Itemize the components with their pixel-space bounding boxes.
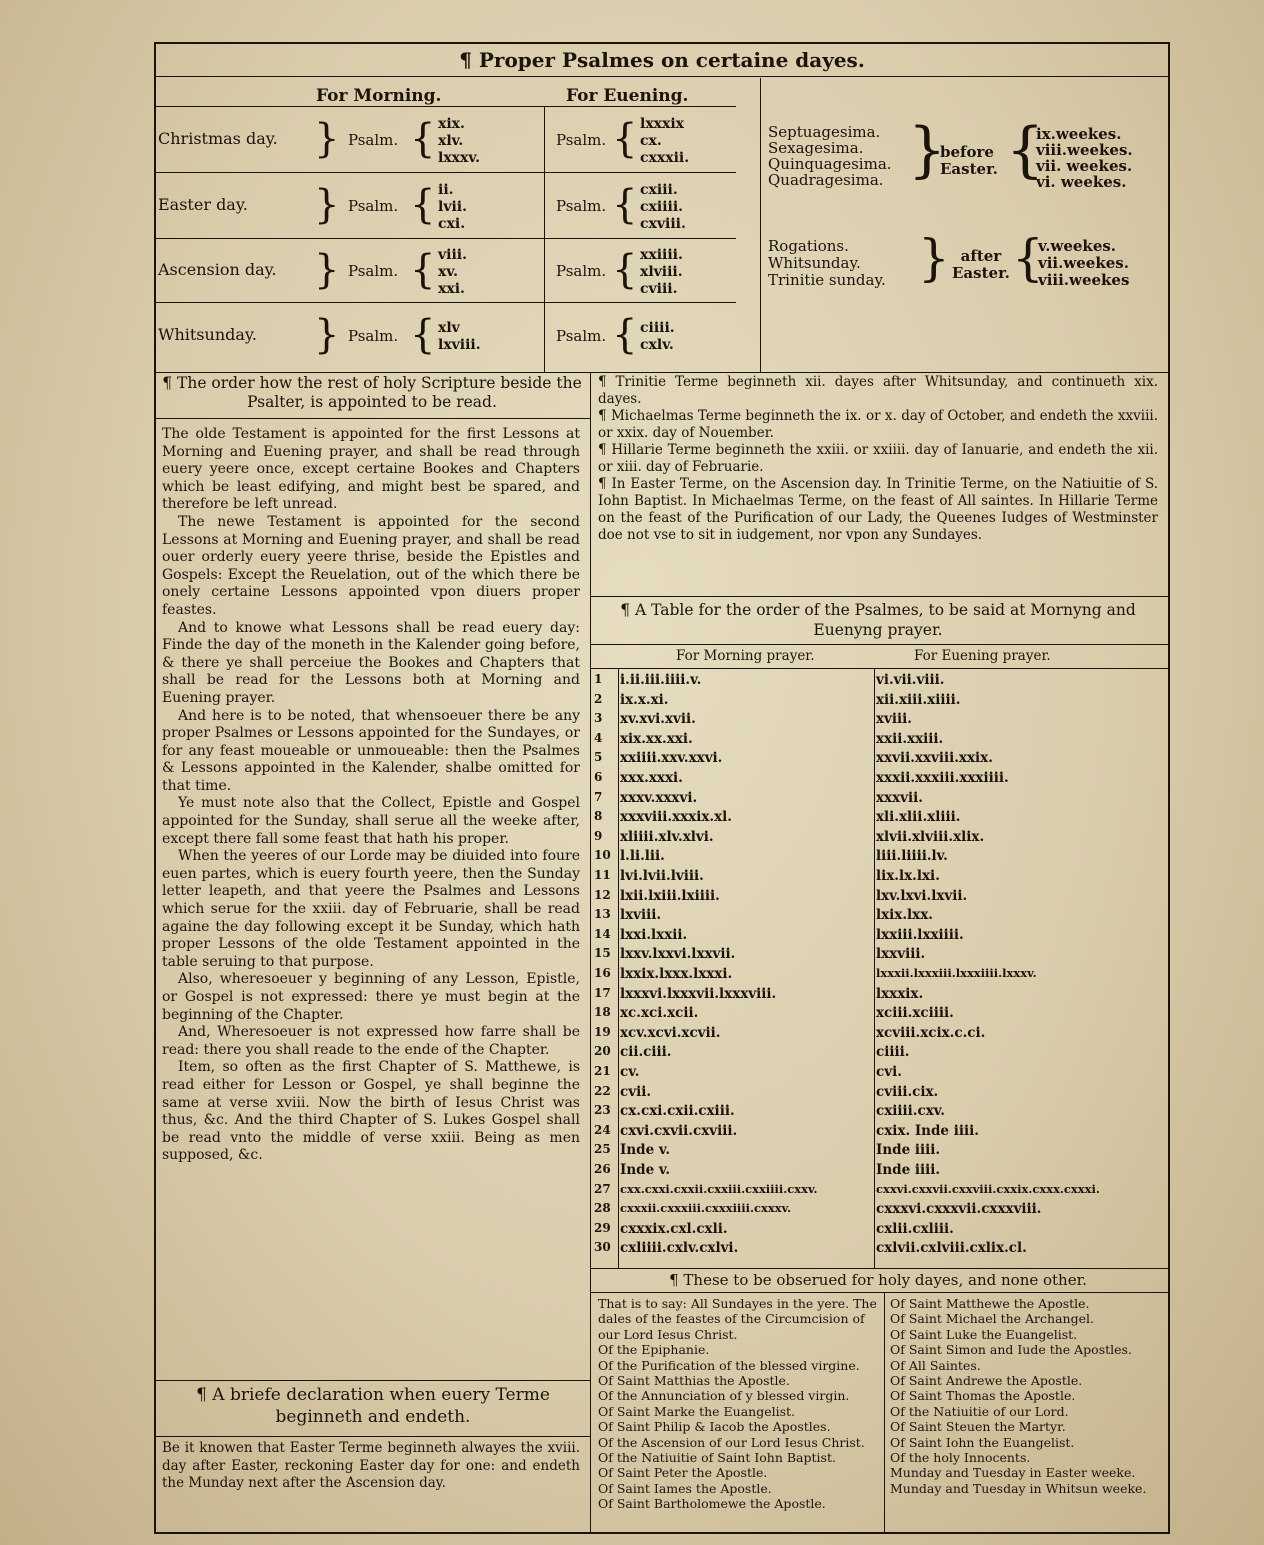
order-paragraph: The newe Testament is appointed for the second Lessons at Morning and Euening prayer, and shall be read ouer orderly euery yeere thrise, beside the Epistles and Gospels: Except the Reuelation, out of the which there be onely certaine Lessons appointed vpon diuers proper feastes. [162, 513, 580, 618]
brace-icon: { [1012, 229, 1044, 287]
brace-icon: { [612, 312, 638, 358]
morning-evening-divider [544, 106, 545, 372]
holy-day-item: Of the Epiphanie. [598, 1342, 710, 1358]
morning-psalms: cvii. [620, 1083, 652, 1100]
evening-psalms: cxlvii.cxlviii.cxlix.cl. [876, 1240, 1027, 1257]
evening-psalms [640, 182, 686, 233]
holy-intro: That is to say: All Sundayes in the yere. The dales of the feastes of the Circumcision of our Lord Iesus Christ. [598, 1296, 877, 1342]
table-row [594, 1103, 1164, 1123]
table-row [594, 750, 1164, 770]
morning-psalms: cxxxix.cxl.cxli. [620, 1220, 728, 1237]
holy-day-item: Munday and Tuesday in Easter weeke. [890, 1465, 1136, 1481]
psalm-number: lxviii. [438, 337, 481, 353]
brace-icon: { [410, 182, 436, 228]
before-weeks [1036, 126, 1133, 190]
psalm-number: cviii. [640, 280, 678, 297]
holy-heading-rule [590, 1292, 1168, 1293]
holy-day-item: Of Saint Andrewe the Apostle. [890, 1373, 1083, 1389]
day-number: 11 [594, 868, 611, 882]
day-number: 25 [594, 1142, 611, 1157]
table-row [594, 927, 1164, 947]
psalm-number: lvii. [438, 198, 467, 215]
morning-psalms: lxxxvi.lxxxvii.lxxxviii. [620, 985, 777, 1002]
before-days [768, 124, 892, 188]
holy-day-item: Munday and Tuesday in Whitsun weeke. [890, 1480, 1147, 1496]
morning-psalms [438, 247, 467, 298]
feast-day-label: Ascension day. [158, 260, 277, 279]
psalm-label: Psalm. [348, 262, 399, 280]
day-number: 20 [594, 1044, 611, 1059]
psalm-number: cxiii. [640, 181, 678, 198]
day-number: 22 [594, 1083, 611, 1098]
table-morning-header: For Morning prayer. [676, 648, 815, 664]
proper-psalm-row [156, 176, 760, 238]
evening-psalms [640, 116, 689, 167]
psalm-number: cxi. [438, 215, 466, 232]
psalm-row-rule [156, 238, 736, 239]
evening-psalms: ciiii. [876, 1044, 910, 1061]
day-number: 15 [594, 946, 611, 961]
table-row [594, 907, 1164, 927]
psalm-order-table [594, 672, 1164, 1262]
morning-psalms: Inde v. [620, 1142, 671, 1159]
table-row [594, 966, 1164, 986]
psalms-bottom-rule [156, 372, 1168, 373]
psalm-number: xxi. [438, 280, 465, 297]
evening-header: For Euening. [566, 86, 689, 106]
table-row [594, 1182, 1164, 1202]
table-row [594, 1064, 1164, 1084]
holy-day-item: Of the Annunciation of y blessed virgin. [598, 1388, 850, 1404]
brace-icon: { [410, 247, 436, 293]
psalm-header-rule [156, 106, 736, 107]
day-number: 5 [594, 750, 603, 765]
morning-psalms: lxii.lxiii.lxiiii. [620, 887, 720, 904]
evening-psalms: lxxiii.lxxiiii. [876, 926, 964, 943]
holy-right-list [890, 1296, 1164, 1496]
evening-psalms: xcviii.xcix.c.ci. [876, 1024, 986, 1041]
day-number: 26 [594, 1162, 611, 1176]
morning-psalms: xix.xx.xxi. [620, 730, 693, 747]
brace-icon: } [314, 312, 340, 358]
table-row [594, 809, 1164, 829]
holy-day-item: Of the Natiuitie of Saint Iohn Baptist. [598, 1450, 836, 1466]
order-paragraph: Ye must note also that the Collect, Epistle and Gospel appointed for the Sunday, shall serue all the weeke after, except there fall some feast that hath his proper. [162, 795, 580, 847]
evening-psalms: cvi. [876, 1064, 902, 1080]
morning-psalms: xv.xvi.xvii. [620, 711, 696, 728]
weeks-value: vi. weekes. [1036, 173, 1127, 191]
table-row [594, 946, 1164, 966]
psalm-number: xv. [438, 263, 458, 280]
psalm-number: viii. [438, 246, 467, 263]
day-number: 30 [594, 1240, 611, 1255]
psalm-label: Psalm. [348, 327, 399, 345]
day-number: 23 [594, 1103, 611, 1118]
psalm-number: xix. [438, 115, 465, 132]
psalm-number: ii. [438, 181, 454, 198]
day-number: 10 [594, 848, 611, 863]
day-label: Whitsunday. [768, 254, 861, 272]
morning-psalms: lxxv.lxxvi.lxxvii. [620, 946, 736, 963]
table-row [594, 868, 1164, 888]
psalm-number: lxxxv. [438, 149, 480, 166]
evening-psalms: xii.xiii.xiiii. [876, 691, 961, 708]
morning-psalms: cv. [620, 1064, 640, 1080]
morning-psalms: cii.ciii. [620, 1044, 672, 1061]
morning-psalms: cxliiii.cxlv.cxlvi. [620, 1240, 739, 1257]
order-paragraph: And, Wheresoeuer is not expressed how farre shall be read: there you shall reade to the ende of the Chapter. [162, 1024, 580, 1058]
moveable-before [768, 115, 1168, 224]
order-paragraph: When the yeeres of our Lorde may be diuided into foure euen partes, which is euery fourth yeere, then the Sunday letter leapeth, and that yeere the Psalmes and Lessons which serue for the xxiii. day of Februarie, shall be read againe the day following except it be Sunday, which hath proper Lessons of the olde Testament appointed in the table seruing to that purpose. [162, 848, 580, 970]
feast-day-label: Easter day. [158, 195, 248, 214]
psalm-row-rule [156, 172, 736, 173]
day-label: Trinitie sunday. [768, 271, 886, 289]
morning-psalms: lvi.lvii.lviii. [620, 868, 704, 884]
morning-psalms [438, 116, 480, 167]
morning-psalms: lxviii. [620, 907, 662, 924]
day-number: 1 [594, 672, 603, 686]
evening-psalms: Inde iiii. [876, 1142, 941, 1159]
weeks-value: viii.weekes [1038, 271, 1130, 289]
psalm-row-rule [156, 302, 736, 303]
table-row [594, 888, 1164, 908]
relation-word: before [940, 143, 994, 161]
order-paragraph: Also, wheresoeuer y beginning of any Lesson, Epistle, or Gospel is not expressed: there ye must begin at the beginning of the Chapter. [162, 971, 580, 1023]
evening-psalms: cxxxvi.cxxxvii.cxxxviii. [876, 1201, 1042, 1218]
order-heading-rule [156, 418, 590, 419]
table-row [594, 1084, 1164, 1104]
proper-psalm-row [156, 306, 760, 368]
holy-day-item: Of Saint Iames the Apostle. [598, 1480, 772, 1496]
day-number: 8 [594, 809, 603, 824]
evening-psalms: vi.vii.viii. [876, 672, 945, 688]
morning-psalms: i.ii.iii.iiii.v. [620, 672, 702, 688]
morning-psalms: cx.cxi.cxii.cxiii. [620, 1103, 735, 1120]
terme-note: ¶ Hillarie Terme beginneth the xxiii. or xxiiii. day of Ianuarie, and endeth the xii. or xiii. day of Februarie. [598, 442, 1158, 475]
day-number: 13 [594, 907, 611, 922]
holy-day-item: Of Saint Marke the Euangelist. [598, 1403, 796, 1419]
table-header-rule [590, 668, 1168, 669]
after-weeks [1038, 238, 1129, 289]
psalm-number: xlv [438, 320, 460, 336]
holy-day-item: Of Saint Bartholomewe the Apostle. [598, 1496, 826, 1512]
holy-day-item: Of the Purification of the blessed virgine. [598, 1357, 860, 1373]
psalm-number: ciiii. [640, 320, 675, 336]
holy-day-item: Of Saint Michael the Archangel. [890, 1311, 1094, 1327]
table-row [594, 829, 1164, 849]
terme-notes [598, 374, 1158, 544]
order-paragraph: The olde Testament is appointed for the first Lessons at Morning and Euening prayer, and shall be read through euery yeere once, except certaine Bookes and Chapters which be least edifying, and might best be spared, and therefore be left unread. [162, 426, 580, 513]
relation-word: Easter. [952, 264, 1010, 282]
holy-day-item: Of Saint Matthias the Apostle. [598, 1373, 790, 1389]
brace-icon: } [314, 116, 340, 162]
holy-day-item: Of Saint Thomas the Apostle. [890, 1388, 1076, 1404]
psalm-number: cxxxii. [640, 149, 690, 166]
day-number: 16 [594, 966, 611, 980]
weeks-value: v.weekes. [1038, 237, 1117, 255]
evening-psalms: cxxvi.cxxvii.cxxviii.cxxix.cxxx.cxxxi. [876, 1181, 1100, 1196]
table-row [594, 1221, 1164, 1241]
terme-note: ¶ In Easter Terme, on the Ascension day. In Trinitie Terme, on the Natiuitie of S. Iohn Baptist. In Michaelmas Terme, on the feast of All saintes. In Hillarie Terme on the feast of the Purification of our Lady, the Queenes Iudges of Westminster doe not vse to sit in iudgement, nor vpon any Sundayes. [598, 476, 1158, 543]
psalm-number: cx. [640, 132, 662, 149]
brace-icon: { [612, 116, 638, 162]
day-number: 27 [594, 1181, 611, 1196]
table-row [594, 1162, 1164, 1182]
table-row [594, 1044, 1164, 1064]
table-row [594, 1201, 1164, 1221]
holy-day-item: Of Saint Iohn the Euangelist. [890, 1434, 1075, 1450]
brace-icon: { [1006, 115, 1045, 185]
day-number: 18 [594, 1005, 611, 1020]
evening-psalms [640, 247, 683, 298]
morning-psalms: xcv.xcvi.xcvii. [620, 1024, 721, 1041]
evening-psalms: lix.lx.lxi. [876, 868, 940, 884]
brace-icon: } [908, 115, 947, 185]
holy-day-item: Of Saint Simon and Iude the Apostles. [890, 1342, 1132, 1358]
feast-day-label: Christmas day. [158, 129, 278, 148]
psalm-number: xlv. [438, 132, 464, 149]
weeks-value: vii.weekes. [1038, 254, 1129, 272]
morning-psalms: lxxi.lxxii. [620, 926, 688, 943]
brace-icon: { [612, 247, 638, 293]
psalm-number: lxxxix [640, 115, 685, 132]
holy-top-rule [590, 1268, 1168, 1269]
evening-psalms: cxlii.cxliii. [876, 1220, 954, 1237]
evening-psalms: xxii.xxiii. [876, 730, 944, 747]
evening-psalms: Inde iiii. [876, 1162, 941, 1178]
holy-left-items [598, 1342, 878, 1511]
table-row [594, 1142, 1164, 1162]
day-number: 6 [594, 770, 603, 784]
evening-psalms: xxxvii. [876, 789, 923, 806]
brace-icon: } [918, 229, 950, 287]
day-number: 3 [594, 711, 603, 726]
morning-header: For Morning. [316, 86, 442, 106]
psalm-label: Psalm. [556, 131, 607, 149]
psalm-table-heading: ¶ A Table for the order of the Psalmes, to be said at Mornyng and Euenyng prayer. [620, 601, 1136, 639]
table-row [594, 731, 1164, 751]
morning-psalms [438, 320, 481, 354]
psalm-number: xxiiii. [640, 246, 683, 263]
evening-psalms: lxix.lxx. [876, 907, 933, 924]
evening-psalms: liii.liiii.lv. [876, 848, 948, 865]
terme-top-rule [156, 1380, 590, 1381]
holy-day-item: Of Saint Philip & Iacob the Apostles. [598, 1419, 831, 1435]
day-number: 29 [594, 1220, 611, 1235]
psalm-number: cxlv. [640, 337, 674, 353]
after-days [768, 238, 886, 289]
holy-day-item: Of the Natiuitie of our Lord. [890, 1403, 1069, 1419]
table-top-rule [590, 596, 1168, 597]
morning-psalms: cxx.cxxi.cxxii.cxxiii.cxxiiii.cxxv. [620, 1181, 818, 1196]
evening-psalms: lxxxii.lxxxiii.lxxxiiii.lxxxv. [876, 966, 1037, 980]
evening-psalms: xxvii.xxviii.xxix. [876, 750, 993, 767]
day-label: Rogations. [768, 237, 849, 255]
table-evening-header: For Euening prayer. [914, 648, 1051, 664]
terme-note: ¶ Michaelmas Terme beginneth the ix. or x. day of October, and endeth the xxviii. or xxix. day of Nouember. [598, 408, 1158, 441]
table-row [594, 672, 1164, 692]
feast-day-label: Whitsunday. [158, 325, 257, 344]
table-row [594, 1025, 1164, 1045]
morning-psalms: cxvi.cxvii.cxviii. [620, 1122, 738, 1139]
title-rule [156, 76, 1168, 77]
morning-psalms: lxxix.lxxx.lxxxi. [620, 966, 733, 982]
column-divider [590, 372, 591, 1532]
morning-psalms: Inde v. [620, 1162, 671, 1178]
proper-psalm-row [156, 242, 760, 302]
page-frame [154, 42, 1170, 1534]
evening-psalms: xciii.xciiii. [876, 1005, 954, 1022]
morning-psalms [438, 182, 467, 233]
brace-icon: { [410, 312, 436, 358]
evening-psalms: lxxviii. [876, 946, 926, 963]
holy-day-item: Of All Saintes. [890, 1357, 981, 1373]
terme-heading: ¶ A briefe declaration when euery Terme beginneth and endeth. [196, 1385, 550, 1427]
table-row [594, 711, 1164, 731]
evening-psalms: xviii. [876, 711, 912, 728]
morning-psalms: xliiii.xlv.xlvi. [620, 828, 714, 845]
psalms-divider [760, 78, 761, 372]
morning-psalms: xxxv.xxxvi. [620, 789, 698, 806]
day-number: 19 [594, 1024, 611, 1039]
proper-psalm-row [156, 110, 760, 172]
weeks-value: viii.weekes. [1036, 141, 1133, 159]
page-title: ¶ Proper Psalmes on certaine dayes. [459, 48, 865, 72]
evening-psalms: cviii.cix. [876, 1083, 939, 1100]
brace-icon: { [410, 116, 436, 162]
table-heading-rule [590, 644, 1168, 645]
terme-note: ¶ Trinitie Terme beginneth xii. dayes after Whitsunday, and continueth xix. dayes. [598, 374, 1158, 407]
holy-day-item: Of Saint Peter the Apostle. [598, 1465, 768, 1481]
table-row [594, 1240, 1164, 1260]
day-number: 7 [594, 789, 603, 804]
day-number: 2 [594, 691, 603, 706]
psalm-label: Psalm. [556, 262, 607, 280]
morning-psalms: xxx.xxxi. [620, 770, 683, 786]
evening-psalms: xxxii.xxxiii.xxxiiii. [876, 770, 1009, 786]
morning-psalms: xxxviii.xxxix.xl. [620, 809, 732, 826]
holy-day-item: Of Saint Steuen the Martyr. [890, 1419, 1066, 1435]
morning-psalms: ix.x.xi. [620, 691, 669, 708]
day-number: 4 [594, 730, 603, 745]
morning-psalms: l.li.lii. [620, 848, 665, 865]
day-number: 24 [594, 1122, 611, 1137]
brace-icon: } [314, 247, 340, 293]
day-number: 12 [594, 887, 611, 902]
holy-day-item: Of the holy Innocents. [890, 1450, 1031, 1466]
evening-psalms [640, 320, 675, 354]
day-number: 9 [594, 828, 603, 843]
morning-psalms: xc.xci.xcii. [620, 1005, 699, 1022]
holy-divider [884, 1292, 885, 1532]
weeks-value: ix.weekes. [1036, 125, 1122, 143]
order-paragraph: Item, so often as the first Chapter of S. Matthewe, is read either for Lesson or Gospel, ye shall beginne the same at verse xviii. Now the birth of Iesus Christ was thus, &c. And the third Chapter of S. Lukes Gospel shall be read vnto the middle of verse xxiii. Being as men supposed, &c. [162, 1059, 580, 1164]
morning-psalms: xxiiii.xxv.xxvi. [620, 750, 723, 767]
after-relation [952, 248, 1010, 282]
evening-psalms: cxix. Inde iiii. [876, 1122, 979, 1139]
table-row [594, 986, 1164, 1006]
holy-left-list [598, 1296, 878, 1512]
weeks-value: vii. weekes. [1036, 157, 1133, 175]
table-row [594, 1005, 1164, 1025]
table-row [594, 692, 1164, 712]
psalm-number: xlviii. [640, 263, 683, 280]
order-heading: ¶ The order how the rest of holy Scripture beside the Psalter, is appointed to be read. [162, 374, 582, 411]
terme-heading-rule [156, 1436, 590, 1437]
psalm-number: cxviii. [640, 215, 686, 232]
table-row [594, 1123, 1164, 1143]
psalm-label: Psalm. [556, 197, 607, 215]
order-paragraph: And here is to be noted, that whensoeuer there be any proper Psalmes or Lessons appointed for the Sundayes, or for any feast moueable or unmoueable: then the Psalmes & Lessons appointed in the Kalender, shalbe omitted for that time. [162, 707, 580, 794]
psalm-label: Psalm. [348, 131, 399, 149]
psalm-label: Psalm. [348, 197, 399, 215]
holy-heading: ¶ These to be obserued for holy dayes, and none other. [669, 1271, 1087, 1289]
brace-icon: } [314, 182, 340, 228]
moveable-after [768, 229, 1168, 306]
day-label: Sexagesima. [768, 139, 864, 157]
relation-word: after [960, 247, 1002, 265]
day-label: Quadragesima. [768, 171, 884, 189]
evening-psalms: lxxxix. [876, 985, 924, 1002]
table-row [594, 790, 1164, 810]
relation-word: Easter. [940, 160, 998, 178]
day-label: Septuagesima. [768, 123, 881, 141]
day-number: 14 [594, 926, 611, 941]
evening-psalms: cxiiii.cxv. [876, 1103, 945, 1120]
day-number: 28 [594, 1201, 611, 1216]
table-row [594, 848, 1164, 868]
terme-text: Be it knowen that Easter Terme beginneth alwayes the xviii. day after Easter, reckoning Easter day for one: and endeth the Munday next after the Ascension day. [162, 1440, 580, 1492]
order-paragraph: And to knowe what Lessons shall be read euery day: Finde the day of the moneth in the Kalender going before, & there ye shall perceiue the Bookes and Chapters that shall be read for the Lessons both at Morning and Euening prayer. [162, 619, 580, 706]
evening-psalms: xli.xlii.xliii. [876, 809, 961, 826]
brace-icon: { [612, 182, 638, 228]
morning-psalms: cxxxii.cxxxiii.cxxxiiii.cxxxv. [620, 1201, 792, 1216]
evening-psalms: xlvii.xlviii.xlix. [876, 828, 985, 845]
before-relation [940, 144, 998, 178]
day-number: 17 [594, 985, 611, 1000]
order-text [162, 426, 580, 1165]
day-label: Quinquagesima. [768, 155, 892, 173]
holy-day-item: Of Saint Luke the Euangelist. [890, 1326, 1078, 1342]
psalm-number: cxiiii. [640, 198, 684, 215]
psalm-label: Psalm. [556, 327, 607, 345]
evening-psalms: lxv.lxvi.lxvii. [876, 887, 968, 904]
day-number: 21 [594, 1064, 611, 1078]
table-row [594, 770, 1164, 790]
holy-day-item: Of Saint Matthewe the Apostle. [890, 1296, 1090, 1311]
holy-day-item: Of the Ascension of our Lord Iesus Christ. [598, 1434, 865, 1450]
